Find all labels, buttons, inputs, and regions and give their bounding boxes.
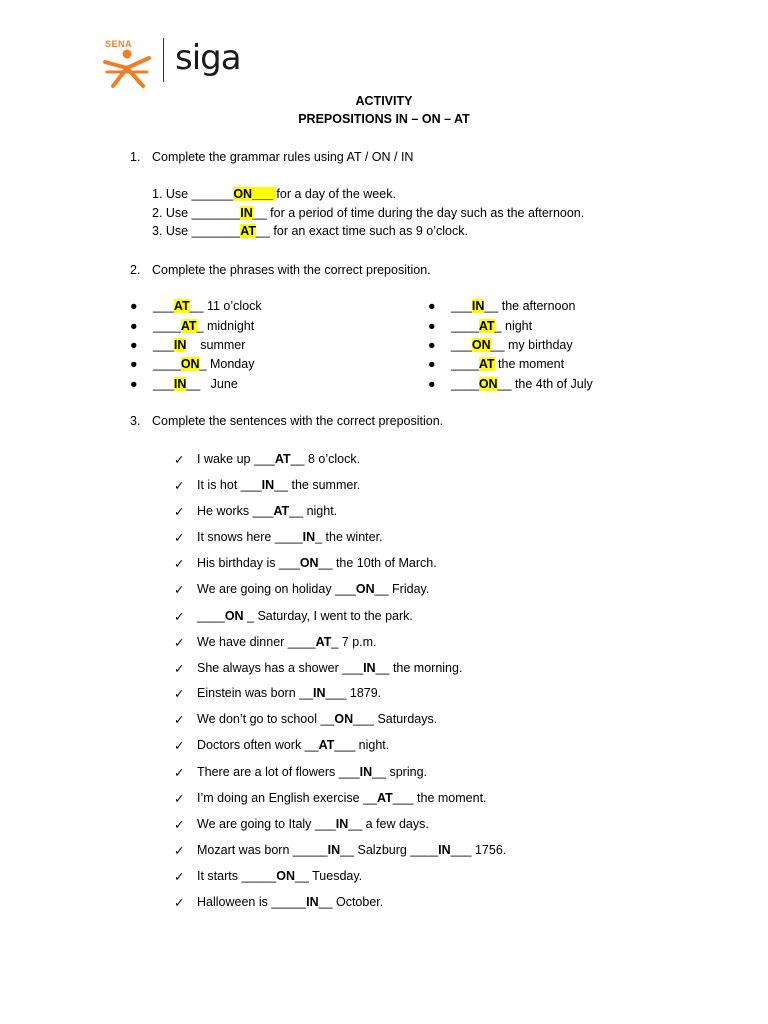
bullet-icon: ●	[130, 319, 138, 333]
siga-logo-text: siga	[175, 38, 241, 78]
checkmark-icon: ✓	[174, 557, 185, 571]
checkmark-icon: ✓	[174, 583, 185, 597]
checkmark-icon: ✓	[174, 818, 185, 832]
bullet-icon: ●	[428, 357, 436, 371]
checkmark-icon: ✓	[174, 453, 185, 467]
checkmark-icon: ✓	[174, 766, 185, 780]
bullet-icon: ●	[130, 338, 138, 352]
checkmark-icon: ✓	[174, 896, 185, 910]
sena-brand-text: SENA	[105, 39, 133, 49]
sena-figure-icon	[103, 48, 155, 88]
checkmark-icon: ✓	[174, 479, 185, 493]
rule-line: 2. Use _______IN__ for a period of time during the day such as the afternoon.	[152, 206, 585, 220]
checkmark-icon: ✓	[174, 739, 185, 753]
checkmark-icon: ✓	[174, 792, 185, 806]
checkmark-icon: ✓	[174, 870, 185, 884]
logo-divider	[163, 38, 164, 82]
bullet-icon: ●	[130, 357, 138, 371]
checkmark-icon: ✓	[174, 687, 185, 701]
bullet-icon: ●	[130, 299, 138, 313]
bullet-icon: ●	[428, 377, 436, 391]
page-subtitle: PREPOSITIONS IN – ON – AT	[298, 112, 470, 126]
checkmark-icon: ✓	[174, 844, 185, 858]
rule-line: 3. Use _______AT__ for an exact time such as 9 o’clock.	[152, 224, 468, 238]
checkmark-icon: ✓	[174, 713, 185, 727]
checkmark-icon: ✓	[174, 662, 185, 676]
checkmark-icon: ✓	[174, 610, 185, 624]
bullet-icon: ●	[428, 319, 436, 333]
bullet-icon: ●	[428, 299, 436, 313]
checkmark-icon: ✓	[174, 531, 185, 545]
bullet-icon: ●	[428, 338, 436, 352]
checkmark-icon: ✓	[174, 505, 185, 519]
page-title: ACTIVITY	[355, 94, 413, 108]
sena-siga-logo	[103, 36, 263, 88]
bullet-icon: ●	[130, 377, 138, 391]
rule-line: 1. Use ______ON___ for a day of the week.	[152, 187, 396, 201]
checkmark-icon: ✓	[174, 636, 185, 650]
